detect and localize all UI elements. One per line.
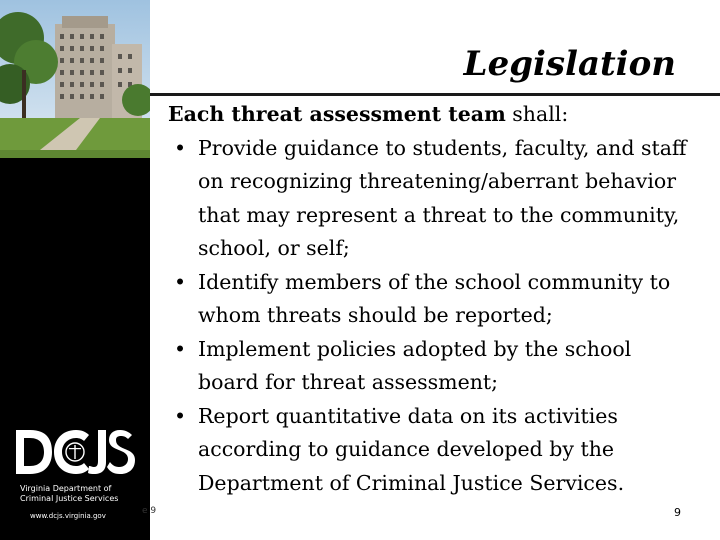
agency-line-1: Virginia Department of bbox=[20, 484, 112, 493]
agency-line-2: Criminal Justice Services bbox=[20, 494, 119, 503]
bullet-text: Report quantitative data on its activities according to guidance developed by the Department of Criminal Justice Services. bbox=[198, 403, 625, 495]
lead-sentence bbox=[168, 98, 698, 132]
agency-name bbox=[20, 484, 140, 504]
bullet-icon: • bbox=[173, 135, 187, 160]
bullet-text: Provide guidance to students, faculty, and staff on recognizing threatening/aberrant behavior that may represent a threat to the community, school, or self; bbox=[198, 135, 687, 260]
bullet-text: Implement policies adopted by the school board for threat assessment; bbox=[198, 336, 632, 394]
bullet-icon: • bbox=[173, 336, 187, 361]
bullet-item bbox=[168, 400, 698, 501]
sidebar bbox=[0, 0, 150, 540]
bullet-list bbox=[168, 132, 698, 501]
slide-title: Legislation bbox=[463, 44, 676, 84]
bullet-item bbox=[168, 266, 698, 333]
bullet-icon: • bbox=[173, 269, 187, 294]
slide-body bbox=[168, 98, 698, 500]
dcjs-logo-mark bbox=[14, 424, 138, 482]
slide-fragment: e 9 bbox=[142, 506, 157, 516]
bullet-icon: • bbox=[173, 403, 187, 428]
lead-rest: shall: bbox=[505, 102, 569, 126]
agency-url: www.dcjs.virginia.gov bbox=[30, 512, 106, 520]
title-rule bbox=[150, 93, 720, 96]
bullet-item bbox=[168, 132, 698, 266]
dcjs-logo bbox=[14, 424, 138, 482]
bullet-text: Identify members of the school community to whom threats should be reported; bbox=[198, 269, 671, 327]
page-number: 9 bbox=[674, 506, 681, 519]
building-photo bbox=[0, 0, 150, 158]
bullet-item bbox=[168, 333, 698, 400]
lead-bold: Each threat assessment team bbox=[168, 102, 506, 126]
